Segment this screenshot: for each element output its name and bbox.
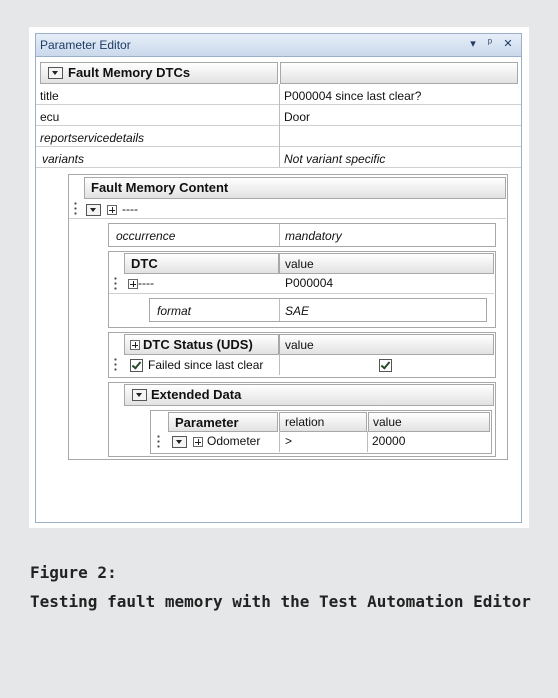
parameter-editor-window (35, 33, 522, 523)
odometer-value[interactable]: 20000 (372, 434, 406, 448)
odometer-expand-plus-icon[interactable] (193, 437, 203, 447)
extended-data-label: Extended Data (151, 387, 242, 402)
figure-caption-number: Figure 2: (30, 563, 117, 582)
dtc-status-value-col-header (279, 334, 494, 355)
figure-frame (29, 27, 529, 528)
parameter-col-label: Parameter (175, 415, 239, 430)
occurrence-value[interactable]: mandatory (285, 229, 342, 243)
dtc-row-drag-handle[interactable] (114, 276, 117, 290)
dtc-row-value[interactable]: P000004 (285, 276, 334, 290)
failed-since-last-clear-checkbox[interactable] (130, 359, 143, 372)
prop-key-title: title (40, 89, 59, 103)
fault-memory-dtcs-header[interactable] (40, 62, 278, 84)
relation-col-header (279, 412, 367, 432)
failed-since-last-clear-label: Failed since last clear (148, 358, 264, 372)
dtc-col-header (124, 253, 279, 274)
dtc-format-row (149, 298, 487, 322)
dtc-status-col-header (124, 334, 279, 355)
figure-caption-text: Testing fault memory with the Test Automation Editor (30, 592, 531, 611)
odometer-relation[interactable]: > (285, 434, 293, 448)
dtc-expand-plus-icon[interactable] (128, 279, 138, 289)
odometer-dropdown-icon[interactable] (172, 436, 187, 448)
close-icon[interactable]: ✕ (503, 38, 513, 50)
prop-value-ecu[interactable]: Door (284, 110, 311, 124)
collapse-dropdown-icon[interactable] (48, 67, 63, 79)
expand-plus-icon[interactable] (107, 205, 117, 215)
fault-memory-content-label: Fault Memory Content (91, 180, 229, 195)
window-title: Parameter Editor (40, 38, 131, 52)
prop-key-ecu: ecu (40, 110, 60, 124)
row-drag-handle[interactable] (74, 201, 77, 215)
dtc-status-value-col-label: value (285, 338, 314, 352)
extended-data-header (124, 384, 494, 406)
extended-data-dropdown-icon[interactable] (132, 389, 147, 401)
relation-col-label: relation (285, 415, 325, 429)
odometer-row-drag-handle[interactable] (157, 434, 160, 448)
dtc-status-col-label: DTC Status (UDS) (143, 337, 253, 352)
prop-value-variants[interactable]: Not variant specific (284, 152, 386, 166)
value-col-label: value (373, 415, 402, 429)
fault-memory-dtcs-label: Fault Memory DTCs (68, 65, 191, 80)
prop-key-variants: variants (42, 152, 85, 166)
parameter-col-header (168, 412, 278, 432)
fault-memory-dtcs-header-value (280, 62, 518, 84)
odometer-parameter: Odometer (207, 434, 261, 448)
dtc-col-label: DTC (131, 256, 158, 271)
fault-memory-content-header (84, 177, 506, 199)
window-titlebar (36, 34, 521, 57)
prop-key-reportservicedetails: reportservicedetails (40, 131, 145, 145)
dropdown-arrow-icon[interactable]: ▾ (470, 38, 476, 50)
format-value[interactable]: SAE (285, 304, 310, 318)
dtc-value-col-header (279, 253, 494, 274)
failed-since-last-clear-value-checkbox[interactable] (379, 359, 392, 372)
dtc-status-expand-icon[interactable] (130, 340, 140, 350)
dtc-value-col-label: value (285, 257, 314, 271)
pin-icon[interactable]: ᵖ (487, 37, 493, 49)
dtc-status-row-drag-handle[interactable] (114, 357, 117, 371)
format-key: format (157, 304, 192, 318)
content-row-label: ---- (122, 202, 138, 216)
dtc-row-label: ---- (138, 276, 154, 290)
value-col-header (368, 412, 490, 432)
row-dropdown-icon[interactable] (86, 204, 101, 216)
occurrence-key: occurrence (116, 229, 176, 243)
prop-value-title[interactable]: P000004 since last clear? (284, 89, 422, 103)
